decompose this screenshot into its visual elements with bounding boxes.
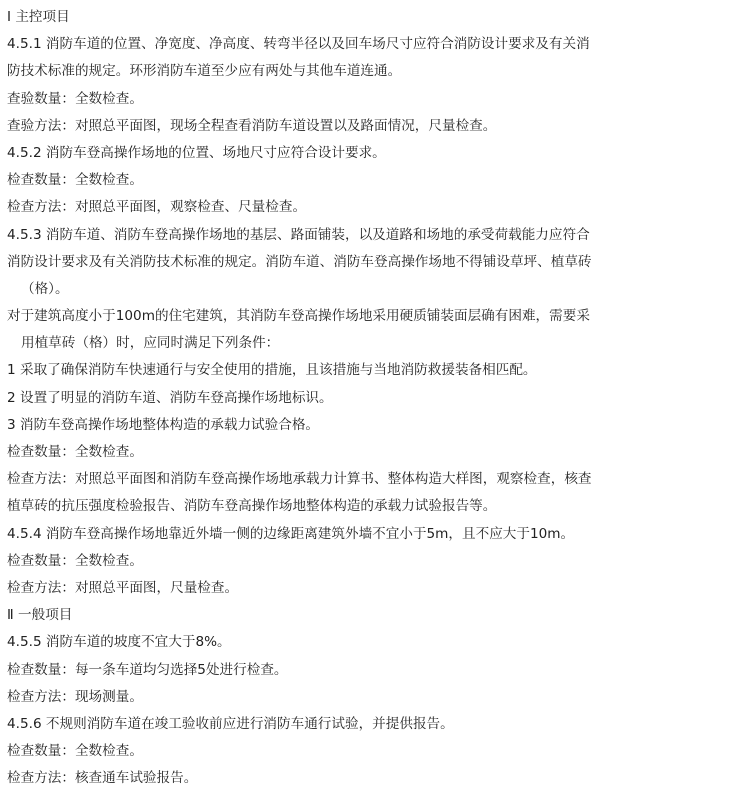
text-line: Ⅱ 一般项目 (7, 607, 73, 624)
text-line: 检查数量：每一条车道均匀选择5处进行检查。 (7, 661, 288, 678)
text-line: 检查数量：全数检查。 (7, 172, 143, 189)
text-line: 植草砖的抗压强度检验报告、消防车登高操作场地整体构造的承载力试验报告等。 (7, 498, 497, 515)
text-line: 4.5.6 不规则消防车道在竣工验收前应进行消防车通行试验，并提供报告。 (7, 715, 454, 732)
text-line: 检查方法：对照总平面图和消防车登高操作场地承载力计算书、整体构造大样图，观察检查，核查 (7, 471, 592, 488)
text-line: 检查数量：全数检查。 (7, 743, 143, 760)
text-line: （格）。 (21, 280, 69, 297)
text-line: 检查数量：全数检查。 (7, 444, 143, 460)
text-line: 4.5.1 消防车道的位置、净宽度、净高度、转弯半径以及回车场尺寸应符合消防设计要求及有关消 (7, 36, 590, 53)
text-line: 检查数量：全数检查。 (7, 552, 143, 569)
text-line: 4.5.5 消防车道的坡度不宜大于8%。 (7, 634, 231, 651)
text-line: 4.5.2 消防车登高操作场地的位置、场地尺寸应符合设计要求。 (7, 144, 386, 161)
text-line: 消防设计要求及有关消防技术标准的规定。消防车道、消防车登高操作场地不得铺设草坪、植草砖 (7, 253, 592, 270)
text-line: 检查方法：核查通车试验报告。 (7, 770, 198, 787)
text-line: 检查方法：对照总平面图，观察检查、尺量检查。 (7, 199, 307, 216)
text-line: 查验数量：全数检查。 (7, 90, 143, 107)
text-line: 用植草砖（格）时，应同时满足下列条件： (21, 335, 280, 352)
text-line: 2 设置了明显的消防车道、消防车登高操作场地标识。 (7, 389, 333, 406)
text-line: 1 采取了确保消防车快速通行与安全使用的措施，且该措施与当地消防救援装备相匹配。 (7, 362, 537, 379)
text-line: 检查方法：对照总平面图，尺量检查。 (7, 579, 239, 596)
text-line: 3 消防车登高操作场地整体构造的承载力试验合格。 (7, 416, 320, 433)
text-line: 防技术标准的规定。环形消防车道至少应有两处与其他车道连通。 (7, 63, 402, 80)
text-line: 查验方法：对照总平面图，现场全程查看消防车道设置以及路面情况，尺量检查。 (7, 117, 497, 134)
text-line: 检查方法：现场测量。 (7, 688, 143, 705)
text-line: 4.5.4 消防车登高操作场地靠近外墙一侧的边缘距离建筑外墙不宜小于5m，且不应大于10m。 (7, 525, 575, 542)
text-line: Ⅰ 主控项目 (7, 9, 70, 25)
text-line: 对于建筑高度小于100m的住宅建筑，其消防车登高操作场地采用硬质铺装面层确有困难，需要采 (7, 308, 590, 325)
text-line: 4.5.3 消防车道、消防车登高操作场地的基层、路面铺装，以及道路和场地的承受荷载能力应符合 (7, 226, 590, 243)
